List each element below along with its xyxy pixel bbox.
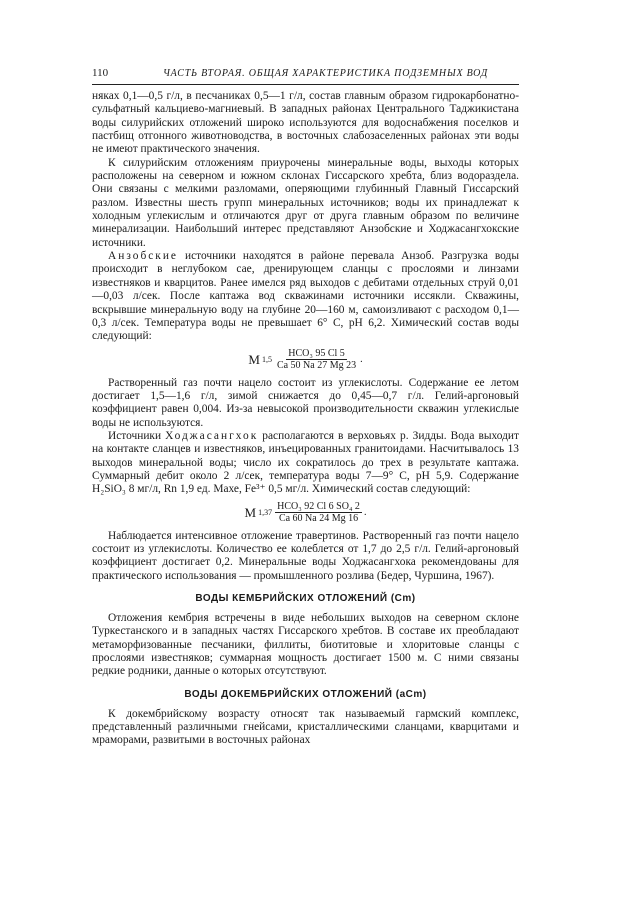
- formula-anzob-denominator: Ca 50 Na 27 Mg 23: [276, 360, 357, 372]
- formula-khodzhasangkhok-numerator: HCO₃ 92 Cl 6 SO₄ 2: [277, 501, 360, 513]
- formula-anzob-subscript: 1,5: [261, 355, 272, 365]
- formula-khodzhasangkhok: [92, 501, 519, 525]
- formula-anzob: [92, 348, 519, 372]
- khodzhasangkhok-text: располагаются в верховьях р. Зидды. Вода выходит на контакте сланцев и известняков, инъецированных гранитоидами. Насчитывалось 13 выходов минеральной воды; число их сократилось до трех в результате каптажа. Суммарный дебит около 2 л/сек, температура воды 7—9° С, pH 5,9. Содержание H₂SiO₃ 8 мг/л, Rn 1,9 ед. Махе, Fe³⁺ 0,5 мг/л. Химический состав следующий:: [92, 429, 519, 496]
- khodzhasangkhok-term: Ходжасангхок: [165, 429, 259, 442]
- formula-khodzhasangkhok-fraction: [275, 501, 362, 524]
- page-number: 110: [92, 67, 109, 79]
- page: [92, 66, 519, 748]
- formula-khodzhasangkhok-symbol: M: [244, 504, 257, 520]
- paragraph-silurian-waters: няках 0,1—0,5 г/л, в песчаниках 0,5—1 г/л, состав главным образом гидрокарбонатно-сульфатный кальциево-магниевый. В западных районах Центрального Таджикистана воды силурийских отложений широко используются для водоснабжения поселков и пастбищ отгонного животноводства, в восточных слабозаселенных районах эти воды не имеют практического значения.: [92, 90, 519, 156]
- paragraph-travertine: Наблюдается интенсивное отложение травертинов. Растворенный газ почти нацело состоит из углекислоты. Количество ее колеблется от 1,7 до 2,5 г/л. Гелий-аргоновый коэффициент достигает 0,2. Минеральные воды Ходжасангхока рекомендованы для практического использования — промышленного розлива (Бедер, Чуршина, 1967).: [92, 529, 519, 582]
- running-header: [92, 66, 519, 85]
- paragraph-khodzhasangkhok-springs: [92, 430, 519, 497]
- paragraph-mineral-waters: К силурийским отложениям приурочены минеральные воды, выходы которых расположены на северном и южном склонах Гиссарского хребта, близ водораздела. Они связаны с мелкими разломами, оперяющими глубинный Главный Гиссарский разлом. Известны шесть групп минеральных источников; воды их принадлежат к холодным углекислым и отличаются друг от друга главным образом по величине минерализации. Наибольший интерес представляют Анзобские и Ходжасангхокские источники.: [92, 156, 519, 249]
- formula-khodzhasangkhok-subscript: 1,37: [258, 508, 273, 518]
- running-title: ЧАСТЬ ВТОРАЯ. ОБЩАЯ ХАРАКТЕРИСТИКА ПОДЗЕМНЫХ ВОД: [162, 68, 489, 79]
- anzob-term: Анзобские: [108, 250, 178, 263]
- paragraph-cambrian: Отложения кембрия встречены в виде небольших выходов на северном склоне Туркестанского и в западных частях Гиссарского хребтов. В составе их преобладают метаморфизованные песчаники, филлиты, биотитовые и хлоритовые сланцы с прослоями известняков; суммарная мощность достигает 1500 м. С ними связаны редкие родники, данные о которых отсутствуют.: [92, 612, 519, 678]
- formula-anzob-symbol: M: [248, 351, 260, 367]
- formula-khodzhasangkhok-tail: .: [363, 507, 367, 519]
- anzob-text: источники находятся в районе перевала Анзоб. Разгрузка воды происходит в неглубоком сае, дренирующем сланцы с прослоями и линзами известняков и кварцитов. Ранее имелся ряд выходов с дебитами отдельных струй 0,01—0,03 л/сек. После каптажа вод скважинами источники иссякли. Скважины, вскрывшие минеральную воду на глубине 20—160 м, самоизливают с расходом 0,1—0,3 л/сек. Температура воды не превышает 6° С, pH 6,2. Химический состав воды следующий:: [92, 250, 519, 343]
- khodzhasangkhok-pre: Источники: [108, 429, 166, 442]
- paragraph-precambrian: К докембрийскому возрасту относят так называемый гармский комплекс, представленный различными гнейсами, кристаллическими сланцами, кварцитами и мраморами, развитыми в восточных районах: [92, 707, 519, 747]
- formula-anzob-numerator: HCO₃ 95 Cl 5: [288, 348, 345, 360]
- formula-anzob-fraction: [275, 348, 358, 371]
- heading-precambrian: ВОДЫ ДОКЕМБРИЙСКИХ ОТЛОЖЕНИЙ (aCm): [184, 688, 427, 700]
- formula-anzob-tail: .: [360, 354, 363, 366]
- heading-cambrian: ВОДЫ КЕМБРИЙСКИХ ОТЛОЖЕНИЙ (Cm): [195, 593, 416, 604]
- formula-khodzhasangkhok-denominator: Ca 60 Na 24 Mg 16: [278, 513, 359, 525]
- paragraph-anzob-gas: Растворенный газ почти нацело состоит из углекислоты. Содержание ее летом достигает 1,5—1,6 г/л, зимой снижается до 0,45—0,7 г/л. Гелий-аргоновый коэффициент равен 0,004. Из-за невысокой производительности скважин углекислые воды не используются.: [92, 376, 519, 429]
- paragraph-anzob-springs: [92, 250, 519, 343]
